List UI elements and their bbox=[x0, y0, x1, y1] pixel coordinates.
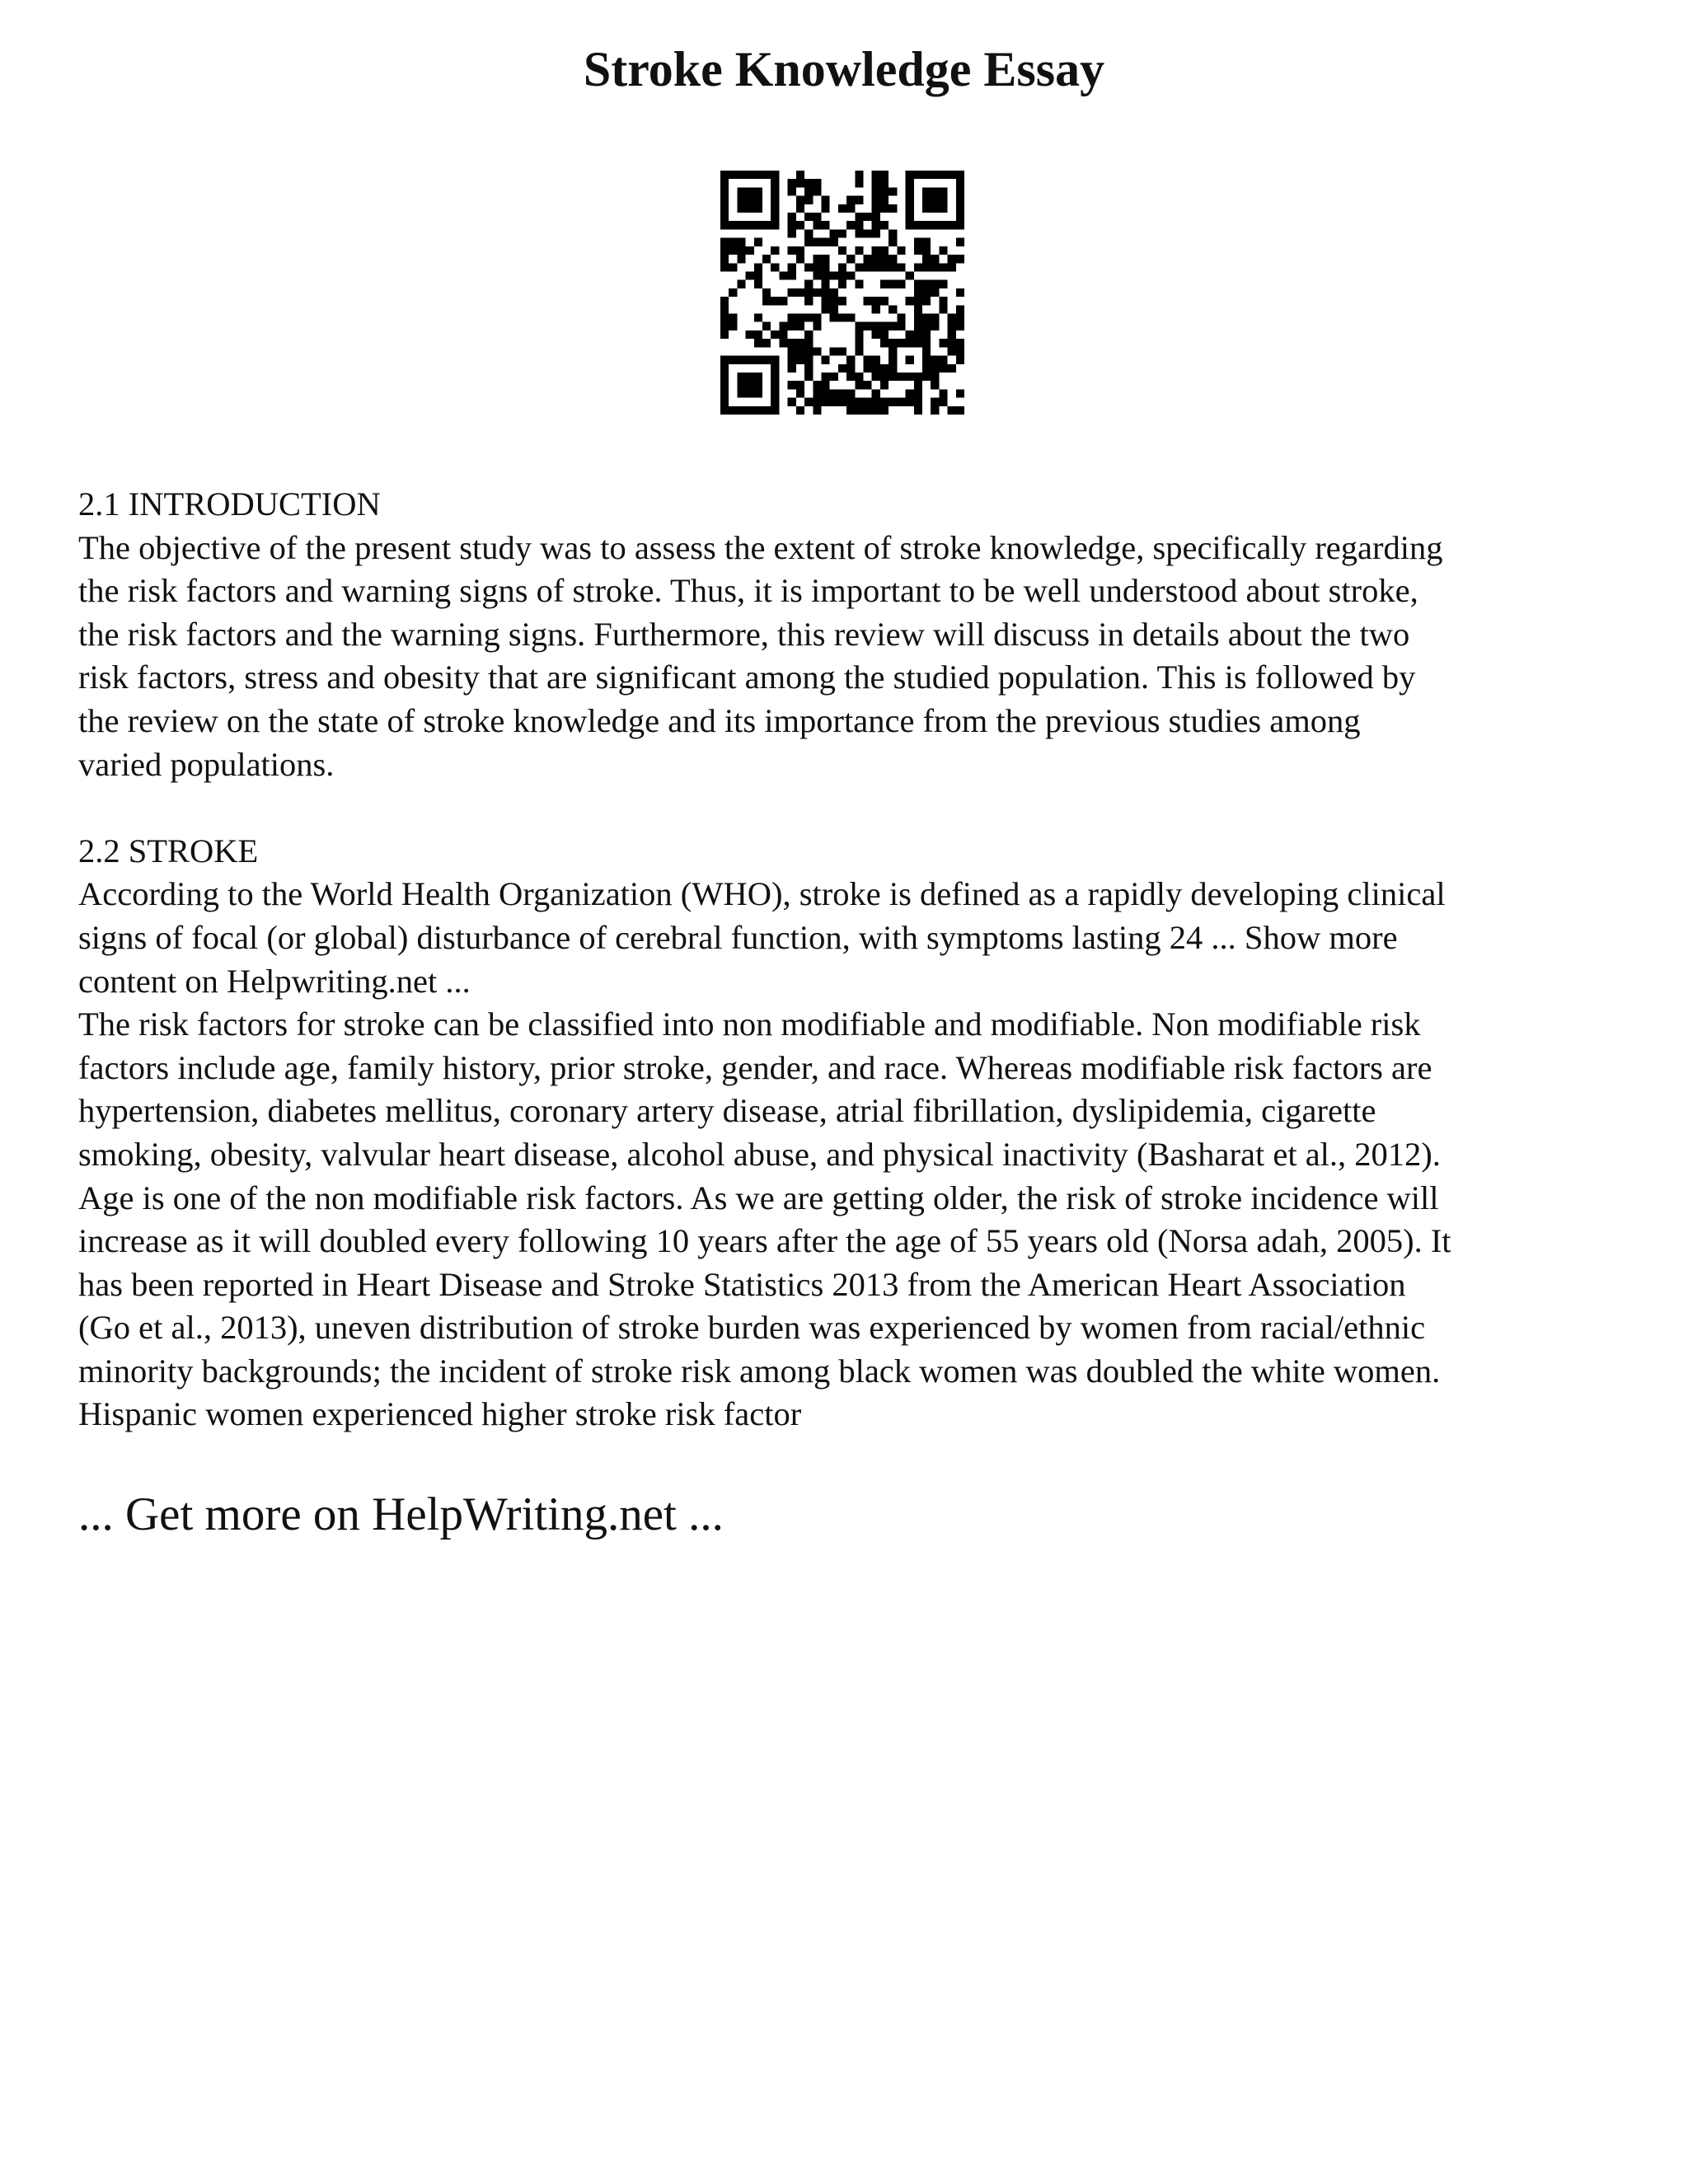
section-heading: 2.1 INTRODUCTION bbox=[78, 485, 381, 523]
get-more-link[interactable]: ... Get more on HelpWriting.net ... bbox=[78, 1488, 724, 1540]
paragraph-line: According to the World Health Organization (WHO), stroke is defined as a rapidly developing clinical bbox=[78, 875, 1446, 913]
qr-code-graphic bbox=[720, 171, 964, 415]
document-body bbox=[78, 483, 1628, 1436]
paragraph-line: factors include age, family history, prior stroke, gender, and race. Whereas modifiable risk factors are bbox=[78, 1048, 1432, 1086]
paragraph-line: minority backgrounds; the incident of stroke risk among black women was doubled the white women. bbox=[78, 1352, 1441, 1390]
paragraph-line: the risk factors and warning signs of stroke. Thus, it is important to be well understood about stroke, bbox=[78, 572, 1418, 610]
paragraph-line: Age is one of the non modifiable risk factors. As we are getting older, the risk of stroke incidence will bbox=[78, 1179, 1439, 1216]
qr-code-icon[interactable] bbox=[720, 171, 964, 415]
paragraph-line: the review on the state of stroke knowledge and its importance from the previous studies among bbox=[78, 701, 1361, 739]
section-stroke bbox=[78, 830, 1628, 1436]
paragraph-gap bbox=[78, 786, 1628, 830]
paragraph-line: (Go et al., 2013), uneven distribution of stroke burden was experienced by women from racial/ethnic bbox=[78, 1309, 1426, 1347]
paragraph-line: Hispanic women experienced higher stroke risk factor bbox=[78, 1395, 802, 1433]
paragraph-line: The risk factors for stroke can be classified into non modifiable and modifiable. Non modifiable risk bbox=[78, 1005, 1421, 1043]
paragraph-line: hypertension, diabetes mellitus, coronary artery disease, atrial fibrillation, dyslipidemia, cigarette bbox=[78, 1092, 1376, 1130]
paragraph-line: risk factors, stress and obesity that are significant among the studied population. This is followed by bbox=[78, 658, 1416, 696]
paragraph-line: smoking, obesity, valvular heart disease, alcohol abuse, and physical inactivity (Basharat et al., 2012). bbox=[78, 1135, 1441, 1173]
paragraph-line: signs of focal (or global) disturbance of cerebral function, with symptoms lasting 24 ... Show more bbox=[78, 918, 1398, 956]
paragraph-line: has been reported in Heart Disease and Stroke Statistics 2013 from the American Heart Association bbox=[78, 1265, 1406, 1303]
section-heading: 2.2 STROKE bbox=[78, 832, 259, 869]
paragraph-line: the risk factors and the warning signs. Furthermore, this review will discuss in details about the two bbox=[78, 615, 1410, 653]
document-title: Stroke Knowledge Essay bbox=[583, 42, 1105, 96]
section-introduction bbox=[78, 483, 1628, 786]
paragraph-line: The objective of the present study was to assess the extent of stroke knowledge, specifically regarding bbox=[78, 528, 1443, 566]
paragraph-line: content on Helpwriting.net ... bbox=[78, 962, 471, 1000]
paragraph-line: increase as it will doubled every following 10 years after the age of 55 years old (Norsa adah, 2005). It bbox=[78, 1222, 1451, 1260]
paragraph-line: varied populations. bbox=[78, 745, 335, 783]
